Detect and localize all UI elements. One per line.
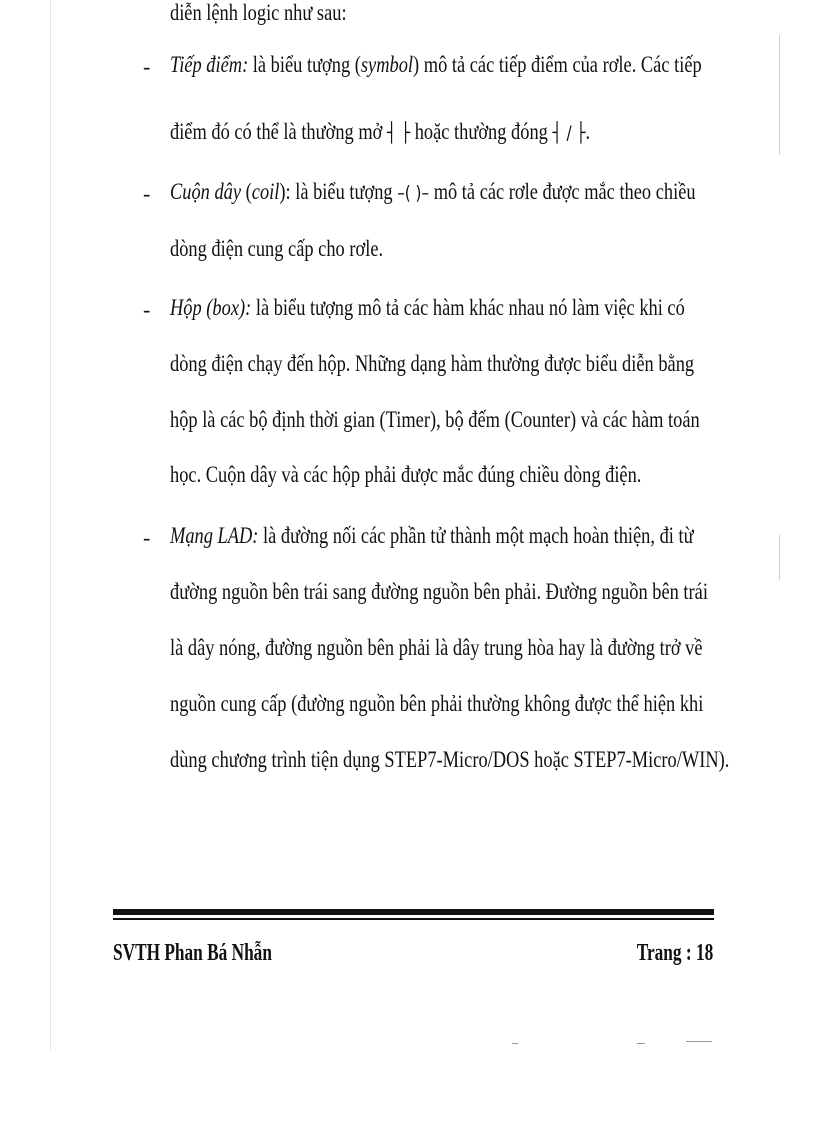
paragraph-line: Mạng LAD: là đường nối các phần tử thành một mạch hoàn thiện, đi từ — [170, 523, 694, 548]
paragraph-line: dùng chương trình tiện dụng STEP7-Micro/DOS hoặc STEP7-Micro/WIN). — [170, 747, 730, 772]
bullet-marker: - — [143, 54, 151, 79]
bullet-marker: - — [143, 297, 151, 322]
footer-author: SVTH Phan Bá Nhẫn — [113, 940, 272, 966]
paragraph-line: đường nguồn bên trái sang đường nguồn bên phải. Đường nguồn bên trái — [170, 579, 708, 604]
footer-page-number: Trang : 18 — [636, 940, 713, 966]
term-coil: Cuộn dây — [170, 179, 242, 204]
bullet-marker: - — [143, 525, 151, 550]
footer-rule-thin — [113, 918, 714, 920]
scan-speck — [637, 1043, 645, 1044]
term-lad-network: Mạng LAD: — [170, 523, 259, 548]
paragraph-line: dòng điện chạy đến hộp. Những dạng hàm thường được biểu diễn bằng — [170, 351, 695, 376]
coil-symbol: –( )– — [397, 182, 430, 204]
paragraph-line: học. Cuộn dây và các hộp phải được mắc đúng chiều dòng điện. — [170, 462, 642, 487]
bullet-marker: - — [143, 181, 151, 206]
right-margin-mark — [779, 35, 780, 155]
top-fragment-line: diễn lệnh logic như sau: — [170, 0, 347, 25]
paragraph-line: Hộp (box): là biểu tượng mô tả các hàm khác nhau nó làm việc khi có — [170, 295, 685, 320]
normally-closed-contact-symbol: ┤ / ├ — [552, 122, 586, 144]
paragraph-line: Cuộn dây (coil): là biểu tượng –( )– mô tả các rơle được mắc theo chiều — [170, 179, 696, 204]
scan-speck — [686, 1041, 712, 1042]
paragraph-line: nguồn cung cấp (đường nguồn bên phải thường không được thể hiện khi — [170, 691, 704, 716]
paragraph-line: là dây nóng, đường nguồn bên phải là dây trung hòa hay là đường trở về — [170, 635, 703, 660]
footer-rule-thick — [113, 909, 714, 915]
paragraph-line: dòng điện cung cấp cho rơle. — [170, 236, 384, 261]
term-contact: Tiếp điểm: — [170, 52, 249, 77]
normally-open-contact-symbol: ┤ ├ — [386, 122, 411, 144]
paragraph-line: hộp là các bộ định thời gian (Timer), bộ đếm (Counter) và các hàm toán — [170, 407, 700, 432]
paragraph-line: điểm đó có thể là thường mở ┤ ├ hoặc thường đóng ┤ / ├. — [170, 119, 591, 144]
term-box: Hộp (box): — [170, 295, 252, 320]
paragraph-line: Tiếp điểm: là biểu tượng (symbol) mô tả các tiếp điểm của rơle. Các tiếp — [170, 52, 702, 77]
scan-speck — [512, 1043, 518, 1044]
right-margin-mark — [779, 535, 780, 580]
left-margin-line — [50, 0, 51, 1050]
